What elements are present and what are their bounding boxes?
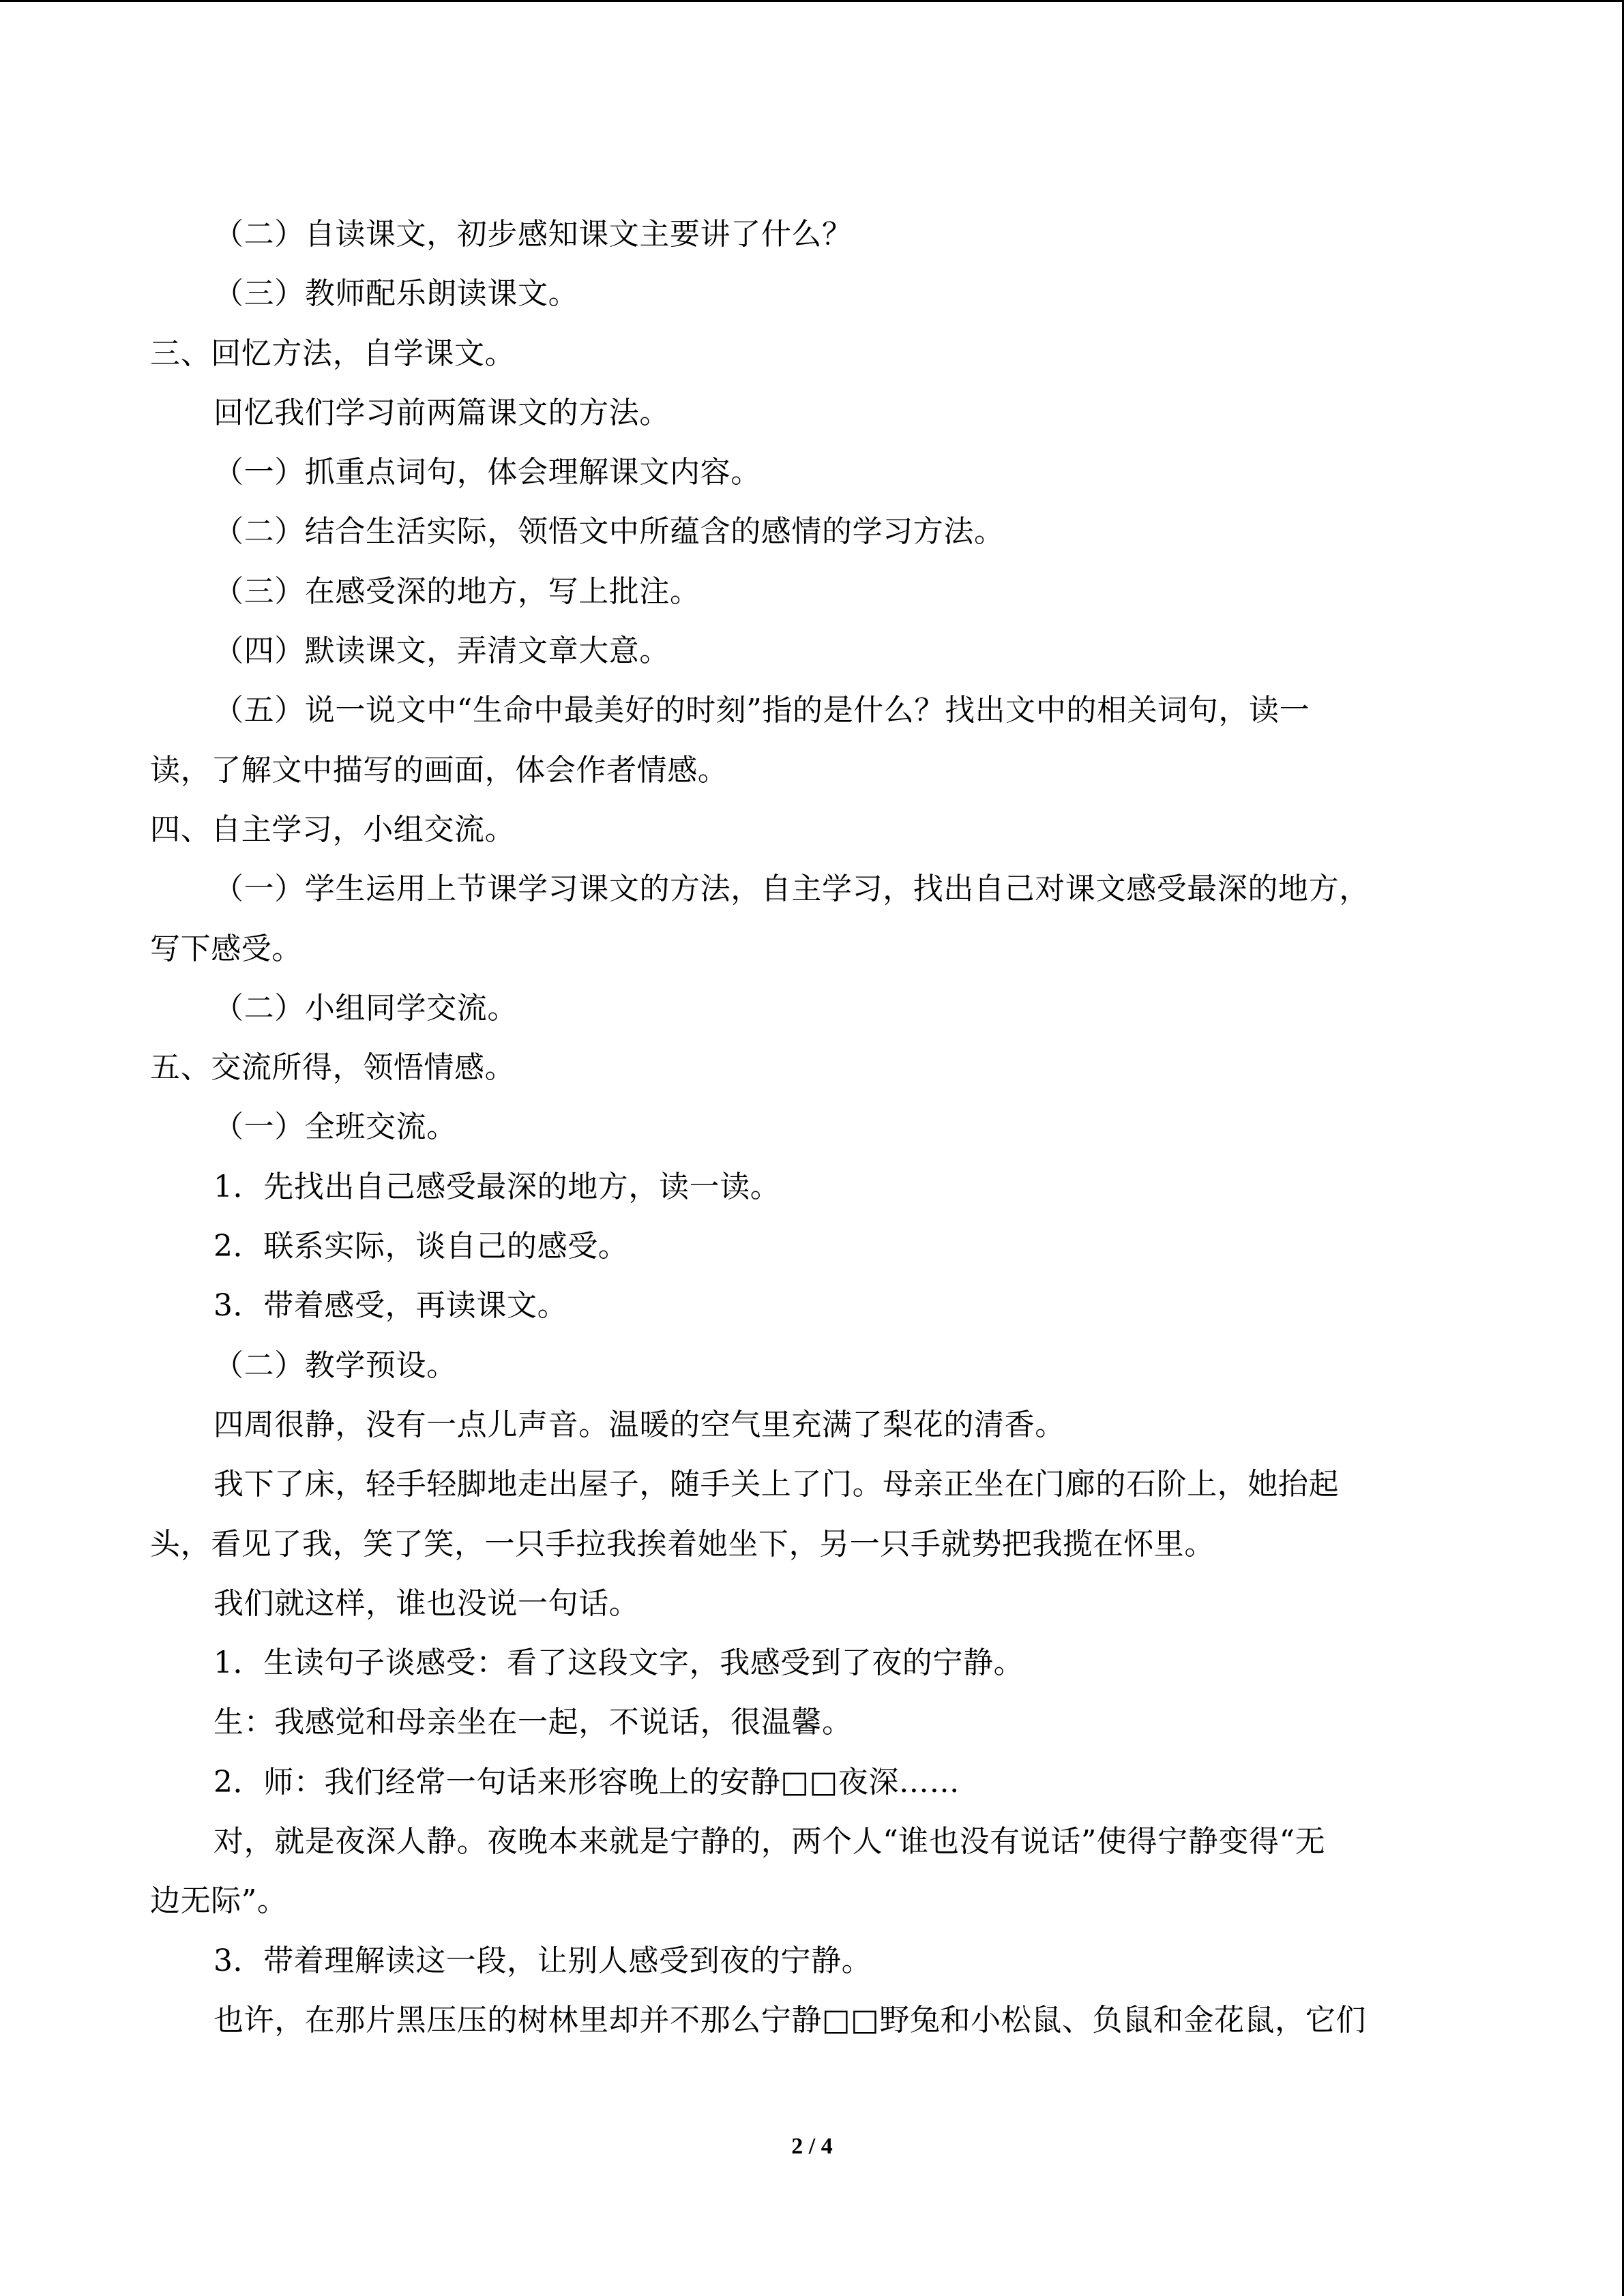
text-line: 2．联系实际，谈自己的感受。 (213, 1229, 629, 1264)
text-line: 头，看见了我，笑了笑，一只手拉我挨着她坐下，另一只手就势把我揽在怀里。 (150, 1526, 1215, 1562)
text-line: （二）教学预设。 (213, 1347, 457, 1383)
text-line: 五、交流所得，领悟情感。 (150, 1050, 516, 1086)
page-top-border (0, 0, 1624, 2)
page-number: 2 / 4 (791, 2134, 833, 2159)
text-line: 生：我感觉和母亲坐在一起，不说话，很温馨。 (213, 1705, 853, 1740)
text-line: （二）自读课文，初步感知课文主要讲了什么？ (213, 217, 853, 252)
document-body (150, 205, 1463, 2050)
text-line: （五）说一说文中“生命中最美好的时刻”指的是什么？找出文中的相关词句，读一 (213, 693, 1310, 728)
text-line: 1．先找出自己感受最深的地方，读一读。 (213, 1169, 781, 1204)
text-line: 读，了解文中描写的画面，体会作者情感。 (150, 752, 728, 788)
text-line: 回忆我们学习前两篇课文的方法。 (213, 395, 670, 430)
text-line: 1．生读句子谈感受：看了这段文字，我感受到了夜的宁静。 (213, 1645, 1024, 1681)
text-line: 对，就是夜深人静。夜晚本来就是宁静的，两个人“谁也没有说话”使得宁静变得“无 (213, 1824, 1326, 1860)
text-line: 边无际”。 (150, 1883, 288, 1919)
text-line: 三、回忆方法，自学课文。 (150, 336, 516, 371)
text-line: 写下感受。 (150, 931, 302, 966)
text-line: 2．师：我们经常一句话来形容晚上的安静□□夜深…… (213, 1764, 960, 1800)
text-line: 3．带着理解读这一段，让别人感受到夜的宁静。 (213, 1943, 872, 1978)
text-line: （二）结合生活实际，领悟文中所蕴含的感情的学习方法。 (213, 514, 1005, 550)
text-line: （一）学生运用上节课学习课文的方法，自主学习，找出自己对课文感受最深的地方， (213, 871, 1370, 907)
text-line: 四周很静，没有一点儿声音。温暖的空气里充满了梨花的清香。 (213, 1407, 1065, 1442)
text-line: （一）抓重点词句，体会理解课文内容。 (213, 455, 761, 490)
text-line: 也许，在那片黑压压的树林里却并不那么宁静□□野兔和小松鼠、负鼠和金花鼠，它们 (213, 2002, 1366, 2038)
text-line: 我下了床，轻手轻脚地走出屋子，随手关上了门。母亲正坐在门廊的石阶上，她抬起 (213, 1467, 1340, 1502)
text-line: （四）默读课文，弄清文章大意。 (213, 633, 670, 669)
text-line: （二）小组同学交流。 (213, 990, 518, 1026)
text-line: （三）教师配乐朗读课文。 (213, 276, 579, 312)
text-line: 四、自主学习，小组交流。 (150, 811, 516, 847)
text-line: 3．带着感受，再读课文。 (213, 1288, 568, 1324)
text-line: （三）在感受深的地方，写上批注。 (213, 573, 700, 609)
text-line: 我们就这样，谁也没说一句话。 (213, 1585, 640, 1621)
text-line: （一）全班交流。 (213, 1109, 457, 1145)
